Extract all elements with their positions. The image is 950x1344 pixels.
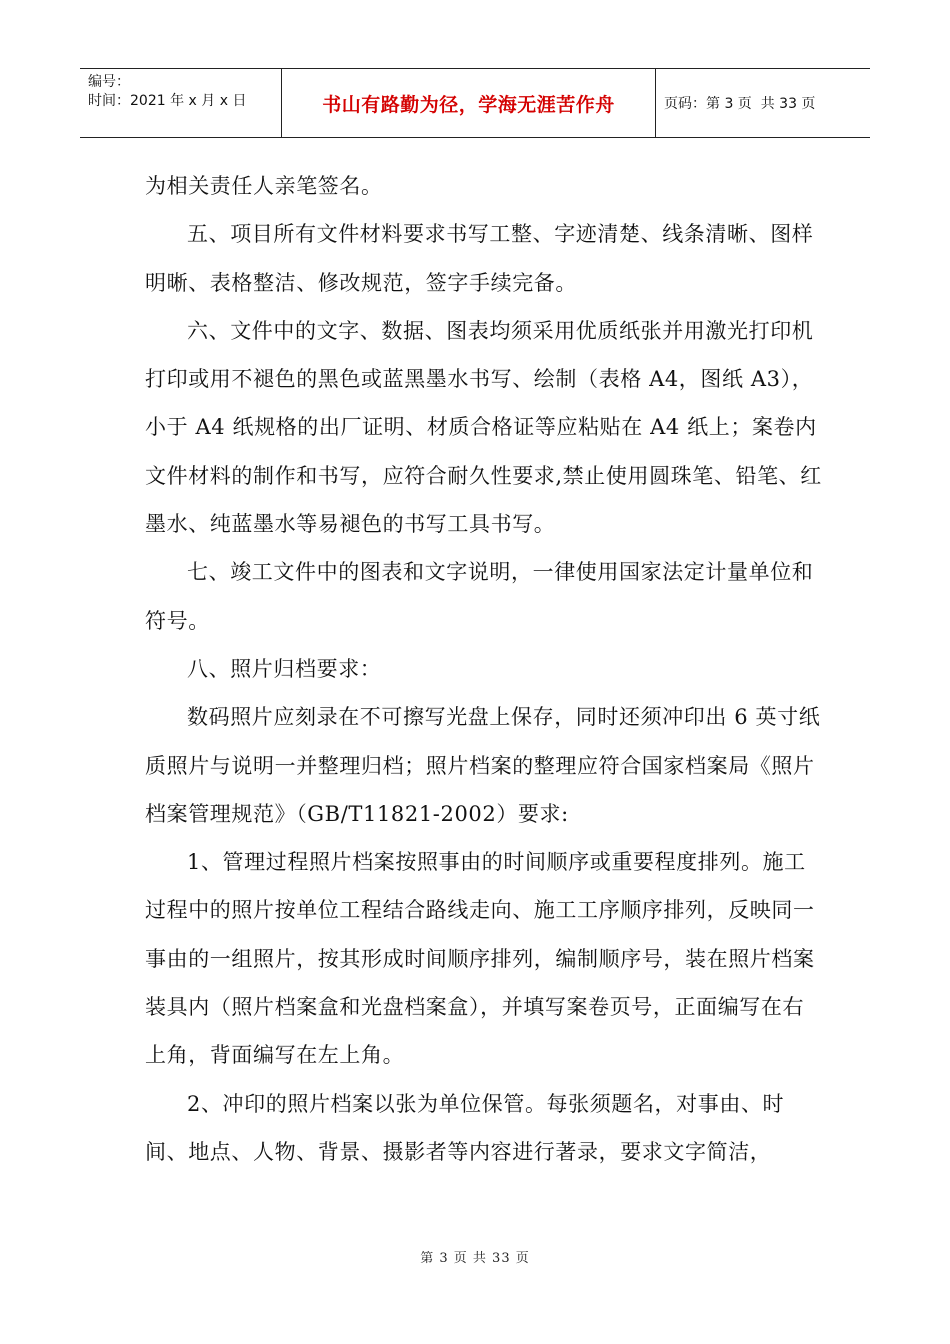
header-motto: 书山有路勤为径，学海无涯苦作舟 xyxy=(282,69,656,137)
paragraph-item-5: 五、项目所有文件材料要求书写工整、字迹清楚、线条清晰、图样明晰、表格整洁、修改规范，签字手续完备。 xyxy=(145,222,814,295)
document-time-label: 时间：2021 年 x 月 x 日 xyxy=(88,93,247,109)
paragraph-photo-rule-2: 2、冲印的照片档案以张为单位保管。每张须题名，对事由、时间、地点、人物、背景、摄影者等内容进行著录，要求文字简洁， xyxy=(145,1091,785,1164)
page-header xyxy=(80,68,870,138)
paragraph-photo-requirements: 数码照片应刻录在不可擦写光盘上保存，同时还须冲印出 6 英寸纸质照片与说明一并整理归档；照片档案的整理应符合国家档案局《照片档案管理规范》（GB/T11821-2002）要求: xyxy=(145,705,821,826)
paragraph-continuation: 为相关责任人亲笔签名。 xyxy=(145,174,383,198)
header-meta xyxy=(80,69,282,137)
paragraph-item-7: 七、竣工文件中的图表和文字说明，一律使用国家法定计量单位和符号。 xyxy=(145,560,814,633)
document-body xyxy=(145,162,825,1176)
header-page-info: 页码：第 3 页 共 33 页 xyxy=(664,96,816,112)
paragraph-item-6: 六、文件中的文字、数据、图表均须采用优质纸张并用激光打印机打印或用不褪色的黑色或蓝黑墨水书写、绘制（表格 A4，图纸 A3），小于 A4 纸规格的出厂证明、材质合格证等应粘贴在 A4 纸上；案卷内文件材料的制作和书写，应符合耐久性要求,禁止使用圆珠笔、铅笔、红墨水、纯蓝墨水等易褪色的书写工具书写。 xyxy=(145,318,822,537)
paragraph-item-8-heading: 八、照片归档要求： xyxy=(187,656,382,681)
paragraph-photo-rule-1: 1、管理过程照片档案按照事由的时间顺序或重要程度排列。施工过程中的照片按单位工程结合路线走向、施工工序顺序排列，反映同一事由的一组照片，按其形成时间顺序排列，编制顺序号，装在照片档案装具内（照片档案盒和光盘档案盒），并填写案卷页号，正面编写在右上角，背面编写在左上角。 xyxy=(145,850,815,1068)
document-number-label: 编号： xyxy=(88,74,130,90)
page-footer: 第 3 页 共 33 页 xyxy=(420,1251,530,1266)
